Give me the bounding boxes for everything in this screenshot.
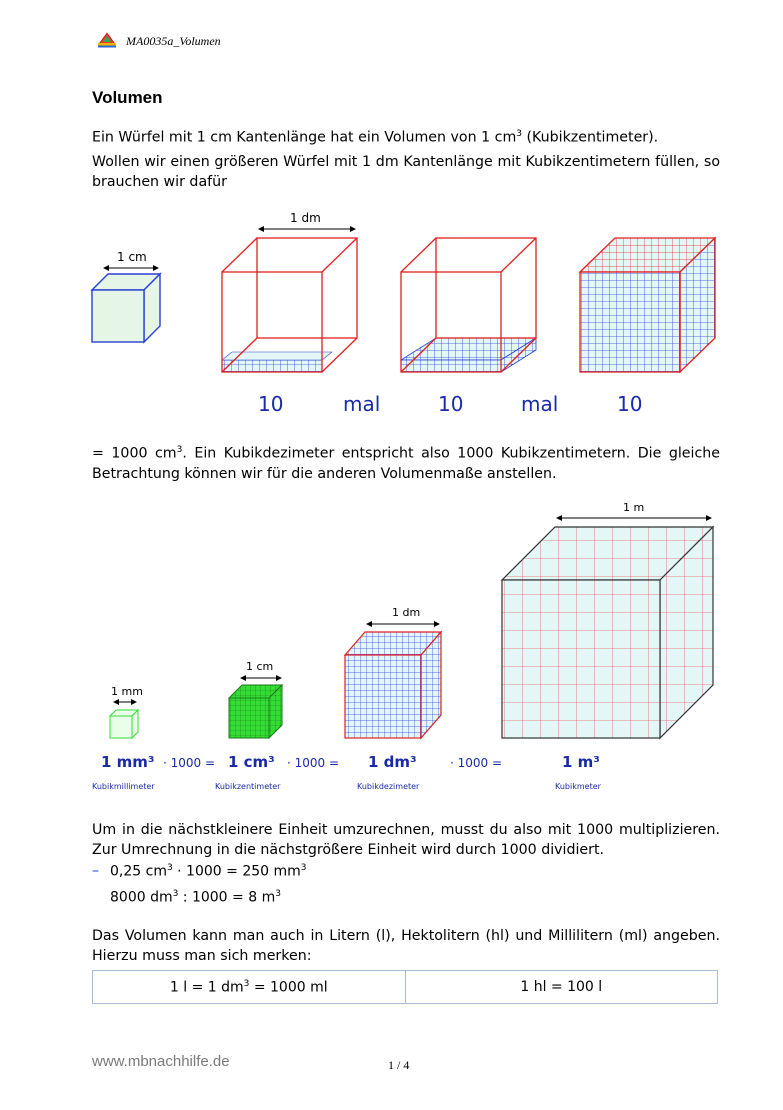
cube-1m	[502, 518, 713, 738]
unit-m3: 1 m³	[562, 753, 600, 771]
multiplier-2: · 1000 =	[287, 756, 340, 770]
factor-1: 10	[258, 392, 284, 416]
page-title: Volumen	[92, 88, 163, 107]
cube-1cm	[229, 678, 282, 738]
name-kubikmillimeter: Kubikmillimeter	[92, 782, 155, 791]
edge-label-1cm: 1 cm	[246, 660, 274, 673]
unit-dm3: 1 dm³	[368, 753, 417, 771]
example-2: 8000 $dm^3$ : 1000 = 8 $m^3$	[110, 889, 281, 906]
liters-paragraph: Das Volumen kann man auch in Litern (l), Hektolitern (hl) und Millilitern (ml) angeben. Hierzu muss man sich merken:	[92, 928, 720, 964]
table-cell-liter-dm3: 1 l = 1 $dm^3 = 1000$ ml	[93, 971, 406, 1004]
name-kubikdezimeter: Kubikdezimeter	[357, 782, 420, 791]
cube-1dm	[345, 624, 441, 738]
name-kubikmeter: Kubikmeter	[555, 782, 601, 791]
document-id: MA0035a_Volumen	[126, 34, 221, 48]
unit-cm3: 1 cm³	[228, 753, 275, 771]
liter-table	[92, 970, 718, 1004]
small-cube-1cm	[92, 268, 160, 342]
cube-1mm	[110, 702, 138, 738]
multiplier-1: · 1000 =	[163, 756, 216, 770]
conversion-paragraph: Um in die nächstkleinere Einheit umzurechnen, musst du also mit 1000 multiplizieren. Zur Umrechnung in die nächstgrößere Einheit wird durch 1000 dividiert.	[92, 822, 720, 858]
label-1dm: 1 dm	[290, 211, 321, 225]
edge-label-1dm: 1 dm	[392, 606, 421, 619]
wire-cube-1-layer	[401, 238, 536, 372]
name-kubikzentimeter: Kubikzentimeter	[215, 782, 281, 791]
multiplier-3: · 1000 =	[450, 756, 503, 770]
edge-label-1m: 1 m	[623, 501, 645, 514]
factor-3: 10	[617, 392, 643, 416]
example-bullet: –	[92, 863, 99, 879]
example-1: 0,25 $cm^3 \cdot 1000 = 250$ $mm^3$	[110, 863, 307, 880]
books-logo-icon	[96, 32, 118, 48]
edge-label-1mm: 1 mm	[111, 685, 143, 698]
unit-mm3: 1 mm³	[101, 753, 155, 771]
wire-cube-1-row	[222, 229, 357, 372]
page-number: 1 / 4	[388, 1058, 410, 1072]
table-cell-hectoliter: 1 hl = 100 l	[405, 971, 718, 1004]
table-row	[93, 971, 718, 1004]
footer-url[interactable]: www.mbnachhilfe.de	[92, 1053, 230, 1070]
factor-2: 10	[438, 392, 464, 416]
factor-mal-2: mal	[521, 392, 559, 416]
label-1cm: 1 cm	[117, 250, 147, 264]
factor-mal-1: mal	[343, 392, 381, 416]
intro-line-2: Wollen wir einen größeren Würfel mit 1 dm Kantenlänge mit Kubikzentimetern füllen, so brauchen wir dafür	[92, 154, 720, 190]
result-paragraph: = 1000 $cm^3$. Ein Kubikdezimeter entspricht also 1000 Kubikzentimetern. Die gleiche Betrachtung können wir für die anderen Volumenmaße anstellen.	[92, 445, 720, 482]
full-cube-1dm	[580, 238, 715, 372]
intro-line-1: Ein Würfel mit 1 cm Kantenlänge hat ein Volumen von 1 $cm^3$ (Kubikzentimeter).	[92, 129, 659, 146]
